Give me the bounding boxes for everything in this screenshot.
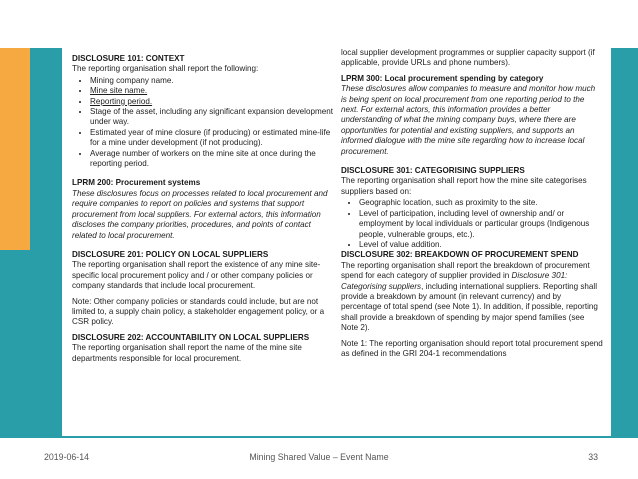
left-column — [72, 54, 334, 364]
list-item: • Geographic location, such as proximity to the site. — [359, 198, 603, 208]
list-item: • Mining company name. — [90, 76, 334, 86]
footer-date: 2019-06-14 — [44, 452, 89, 462]
disclosure-201-text: The reporting organisation shall report the existence of any mine site-specific local procurement policy and / or other company policies or company standards that include local procurement. — [72, 260, 321, 291]
lprm-200-title: LPRM 200: Procurement systems — [72, 178, 201, 188]
disclosure-201-title: DISCLOSURE 201: POLICY ON LOCAL SUPPLIERS — [72, 249, 269, 259]
disclosure-302-text — [341, 261, 603, 334]
disclosure-202-text: The reporting organisation shall report the name of the mine site departments responsible for local procurement. — [72, 343, 302, 363]
disclosure-301-intro: The reporting organisation shall report how the mine site categorises suppliers based on: — [341, 176, 587, 196]
document-excerpt — [62, 48, 611, 436]
continued-text: local supplier development programmes or supplier capacity support (if applicable, provide URLs and phone numbers). — [341, 48, 595, 68]
disclosure-302-title: DISCLOSURE 302: BREAKDOWN OF PROCUREMENT SPEND — [341, 250, 579, 260]
disclosure-302-text-b: , including international suppliers. Reporting shall provide a breakdown by amount (in relevant currency) and by percentage of total spend (see Note 1). In addition, if possible, reporting shall provide a breakdown of spending by major spend families (see Note 2). — [341, 281, 598, 333]
list-item: • Stage of the asset, including any significant expansion development under way. — [90, 107, 334, 128]
right-column — [341, 48, 603, 359]
disclosure-302-text-a: The reporting organisation shall report the breakdown of procurement spend for each category of supplier provided in — [341, 260, 590, 281]
disclosure-301-list — [341, 198, 603, 250]
slide-top-margin — [0, 0, 638, 48]
disclosure-101-intro: The reporting organisation shall report the following: — [72, 64, 259, 74]
disclosure-201-note: Note: Other company policies or standards could include, but are not limited to, a supply chain policy, a stakeholder engagement policy, or a CSR policy. — [72, 296, 325, 327]
list-item: • Reporting period. — [90, 97, 334, 107]
list-item: • Mine site name. — [90, 86, 334, 96]
lprm-300-text: These disclosures allow companies to measure and monitor how much is being spent on local procurement from one reporting period to the next. For external actors, this information provides a better understanding of what the mining company buys, where there are opportunities for potential and existing suppliers, and supports an informed dialogue with the mine site regarding how to increase local procurement. — [341, 84, 596, 156]
footer-event-name: Mining Shared Value – Event Name — [249, 452, 389, 462]
list-item: • Level of value addition. — [359, 240, 603, 250]
disclosure-101-title: DISCLOSURE 101: CONTEXT — [72, 54, 185, 63]
lprm-300-title: LPRM 300: Local procurement spending by category — [341, 73, 544, 83]
disclosure-101-list — [72, 76, 334, 170]
disclosure-302-reference: Disclosure 301: Categorising suppliers — [341, 271, 568, 291]
orange-accent-bar — [0, 48, 30, 250]
footer-page-number: 33 — [588, 452, 598, 462]
list-item: • Estimated year of mine closure (if producing) or estimated mine-life for a mine under development (if not producing). — [90, 128, 334, 149]
list-item: • Average number of workers on the mine site at once during the reporting period. — [90, 149, 334, 170]
list-item: • Level of participation, including level of ownership and/ or employment by local individuals or particular groups (Indigenous people, vulnerable groups, etc.). — [359, 209, 603, 240]
lprm-200-text: These disclosures focus on processes related to local procurement and require companies to report on policies and systems that support procurement from local suppliers. For external actors, this information discloses the company priorities, procedures, and points of contact related to local procurement. — [72, 188, 328, 240]
disclosure-301-title: DISCLOSURE 301: CATEGORISING SUPPLIERS — [341, 166, 525, 176]
note-1: Note 1: The reporting organisation should report total procurement spend as defined in the GRI 204-1 recommendations — [341, 338, 603, 358]
disclosure-202-title: DISCLOSURE 202: ACCOUNTABILITY ON LOCAL SUPPLIERS — [72, 332, 310, 342]
